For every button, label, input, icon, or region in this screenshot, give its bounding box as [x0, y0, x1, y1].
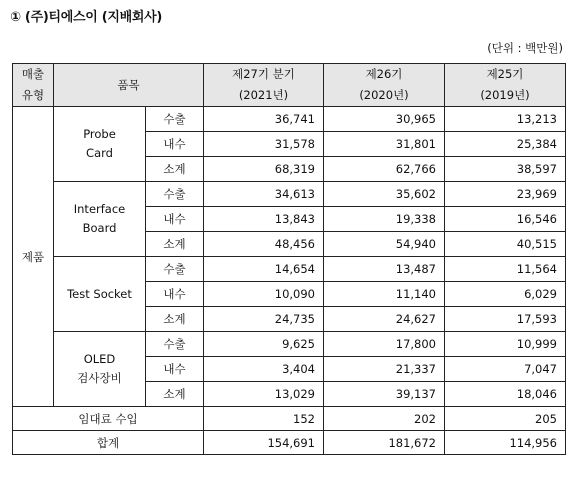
table-row — [13, 332, 566, 357]
value-cell: 54,940 — [324, 232, 445, 257]
value-cell: 14,654 — [204, 257, 324, 282]
value-cell: 21,337 — [324, 357, 445, 382]
row-label: 소계 — [146, 382, 204, 407]
table-row — [13, 182, 566, 207]
value-cell: 11,140 — [324, 282, 445, 307]
header-sales-type: 매출 유형 — [13, 64, 54, 107]
value-cell: 18,046 — [445, 382, 566, 407]
value-cell: 205 — [445, 407, 566, 431]
group-oled-equipment: OLED 검사장비 — [54, 332, 146, 407]
value-cell: 13,213 — [445, 107, 566, 132]
value-cell: 10,999 — [445, 332, 566, 357]
value-cell: 17,593 — [445, 307, 566, 332]
value-cell: 11,564 — [445, 257, 566, 282]
table-row — [13, 257, 566, 282]
header-period-26: 제26기 (2020년) — [324, 64, 445, 107]
value-cell: 34,613 — [204, 182, 324, 207]
category-cell: 제품 — [13, 107, 54, 407]
value-cell: 38,597 — [445, 157, 566, 182]
group-interface-board: Interface Board — [54, 182, 146, 257]
section-title: ① (주)티에스이 (지배회사) — [10, 10, 163, 25]
row-label: 내수 — [146, 207, 204, 232]
total-label: 합계 — [13, 431, 204, 455]
value-cell: 30,965 — [324, 107, 445, 132]
value-cell: 181,672 — [324, 431, 445, 455]
value-cell: 13,029 — [204, 382, 324, 407]
value-cell: 68,319 — [204, 157, 324, 182]
value-cell: 13,487 — [324, 257, 445, 282]
value-cell: 40,515 — [445, 232, 566, 257]
value-cell: 31,578 — [204, 132, 324, 157]
value-cell: 9,625 — [204, 332, 324, 357]
value-cell: 6,029 — [445, 282, 566, 307]
rental-label: 임대료 수입 — [13, 407, 204, 431]
value-cell: 10,090 — [204, 282, 324, 307]
value-cell: 16,546 — [445, 207, 566, 232]
value-cell: 31,801 — [324, 132, 445, 157]
value-cell: 35,602 — [324, 182, 445, 207]
header-period-27: 제27기 분기 (2021년) — [204, 64, 324, 107]
row-label: 소계 — [146, 307, 204, 332]
value-cell: 13,843 — [204, 207, 324, 232]
header-period-25: 제25기 (2019년) — [445, 64, 566, 107]
value-cell: 36,741 — [204, 107, 324, 132]
value-cell: 24,627 — [324, 307, 445, 332]
value-cell: 62,766 — [324, 157, 445, 182]
row-label: 소계 — [146, 157, 204, 182]
value-cell: 202 — [324, 407, 445, 431]
row-label: 내수 — [146, 357, 204, 382]
total-row — [13, 431, 566, 455]
group-test-socket: Test Socket — [54, 257, 146, 332]
value-cell: 154,691 — [204, 431, 324, 455]
table-row — [13, 107, 566, 132]
value-cell: 39,137 — [324, 382, 445, 407]
group-probe-card: Probe Card — [54, 107, 146, 182]
row-label: 내수 — [146, 282, 204, 307]
row-label: 내수 — [146, 132, 204, 157]
row-label: 소계 — [146, 232, 204, 257]
value-cell: 152 — [204, 407, 324, 431]
rental-row — [13, 407, 566, 431]
value-cell: 48,456 — [204, 232, 324, 257]
value-cell: 24,735 — [204, 307, 324, 332]
row-label: 수출 — [146, 257, 204, 282]
value-cell: 114,956 — [445, 431, 566, 455]
unit-label: (단위 : 백만원) — [487, 41, 563, 55]
value-cell: 7,047 — [445, 357, 566, 382]
header-item: 품목 — [54, 64, 204, 107]
value-cell: 25,384 — [445, 132, 566, 157]
value-cell: 17,800 — [324, 332, 445, 357]
row-label: 수출 — [146, 332, 204, 357]
header-row — [13, 64, 566, 107]
row-label: 수출 — [146, 107, 204, 132]
value-cell: 23,969 — [445, 182, 566, 207]
value-cell: 19,338 — [324, 207, 445, 232]
row-label: 수출 — [146, 182, 204, 207]
sales-table — [12, 63, 566, 455]
value-cell: 3,404 — [204, 357, 324, 382]
